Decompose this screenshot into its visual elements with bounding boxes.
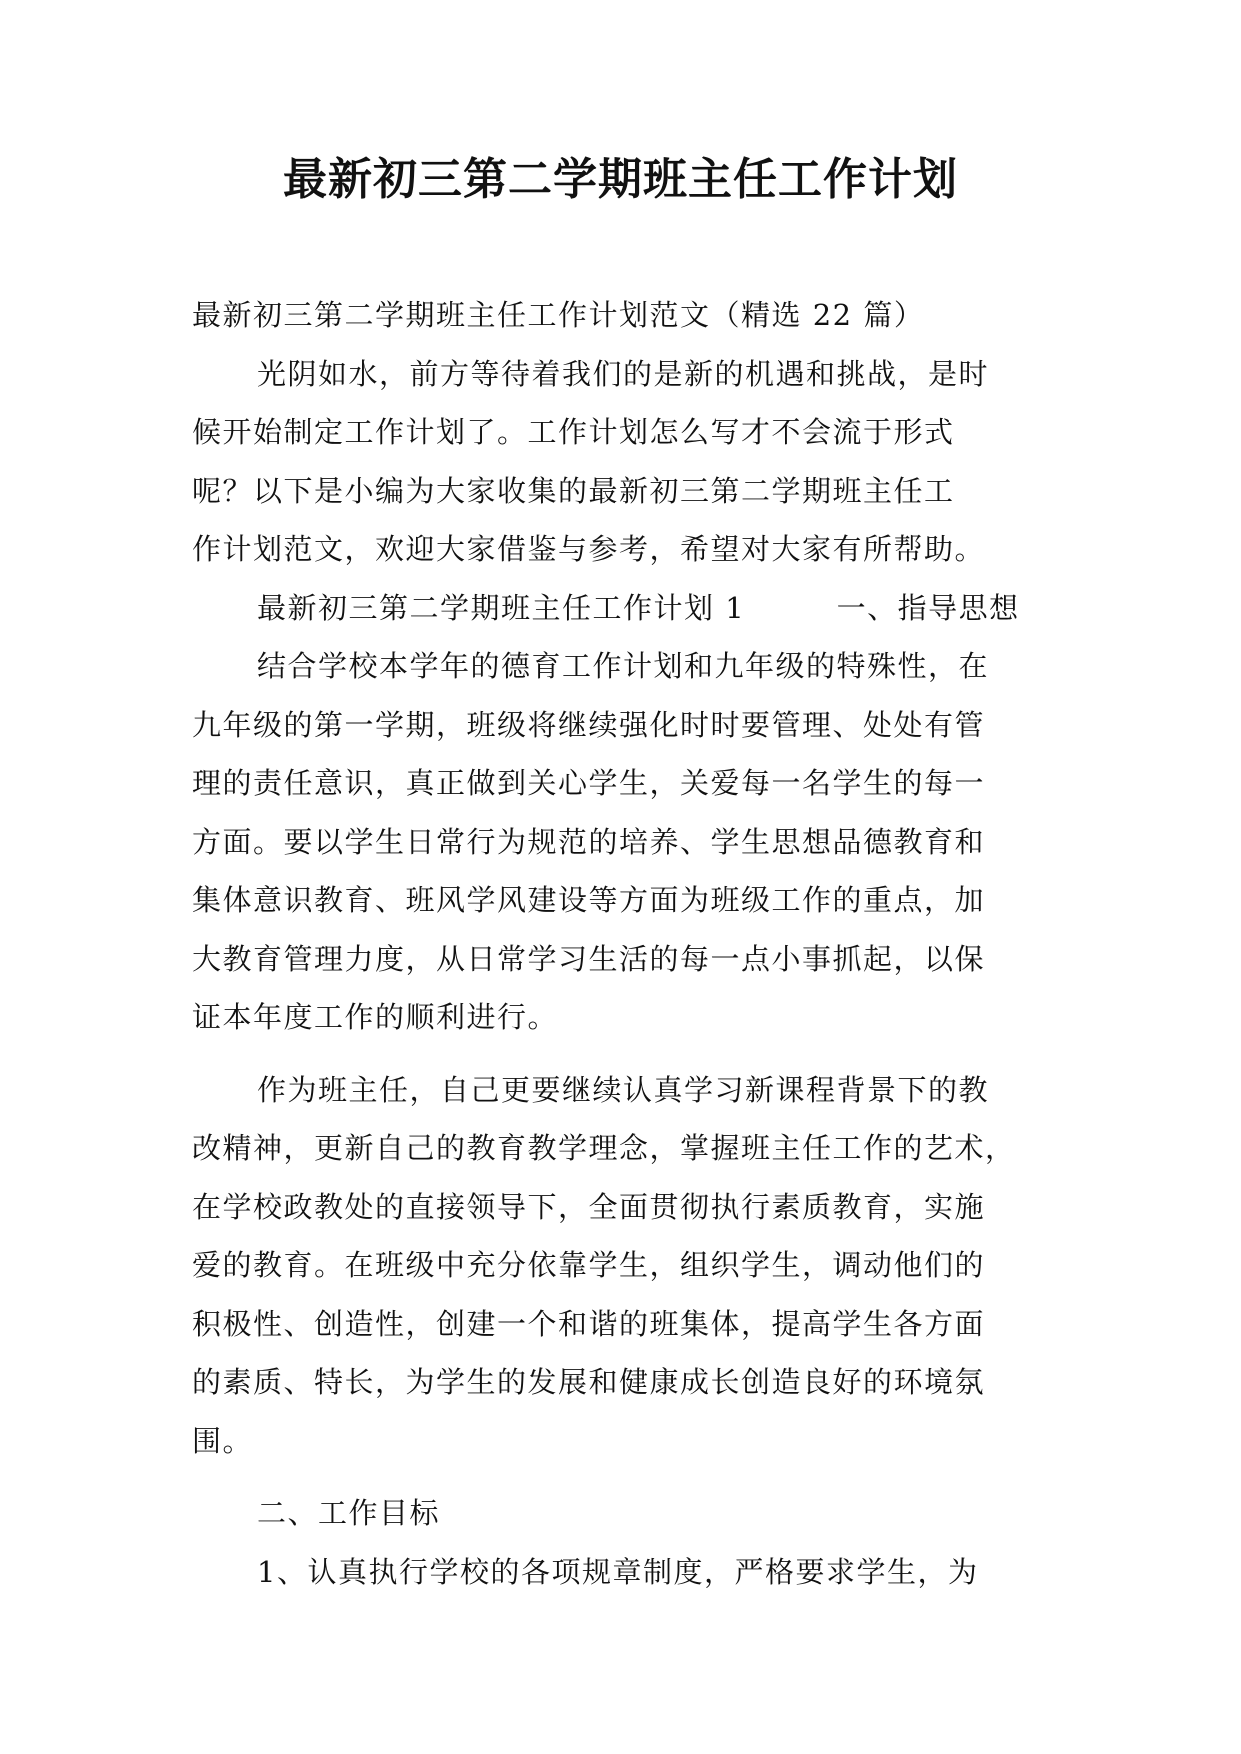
paragraph-line: 呢？以下是小编为大家收集的最新初三第二学期班主任工 (192, 473, 955, 508)
document-title: 最新初三第二学期班主任工作计划 (283, 154, 958, 205)
paragraph-line: 九年级的第一学期，班级将继续强化时时要管理、处处有管 (192, 707, 986, 742)
document-body (192, 286, 1050, 1601)
section-heading-line: 二、工作目标 (257, 1496, 441, 1530)
paragraph-line: 的素质、特长，为学生的发展和健康成长创造良好的环境氛 (192, 1365, 986, 1399)
paragraph-line: 积极性、创造性，创建一个和谐的班集体，提高学生各方面 (192, 1306, 986, 1341)
paragraph-line: 方面。要以学生日常行为规范的培养、学生思想品德教育和 (192, 824, 986, 859)
paragraph-line: 作计划范文，欢迎大家借鉴与参考，希望对大家有所帮助。 (192, 532, 986, 566)
paragraph-line: 理的责任意识，真正做到关心学生，关爱每一名学生的每一 (192, 766, 986, 800)
paragraph-line: 结合学校本学年的德育工作计划和九年级的特殊性，在 (257, 649, 990, 683)
paragraph-line: 改精神，更新自己的教育教学理念，掌握班主任工作的艺术， (192, 1131, 1016, 1165)
paragraph-line: 光阴如水，前方等待着我们的是新的机遇和挑战，是时 (257, 356, 990, 391)
subtitle-line: 最新初三第二学期班主任工作计划范文（精选 22 篇） (192, 298, 925, 332)
paragraph-line: 候开始制定工作计划了。工作计划怎么写才不会流于形式 (192, 415, 955, 449)
paragraph-line: 作为班主任，自己更要继续认真学习新课程背景下的教 (257, 1072, 990, 1107)
paragraph-line: 证本年度工作的顺利进行。 (192, 1000, 559, 1034)
paragraph-line: 爱的教育。在班级中充分依靠学生，组织学生，调动他们的 (192, 1248, 986, 1282)
paragraph-line: 大教育管理力度，从日常学习生活的每一点小事抓起，以保 (192, 941, 986, 976)
paragraph-line: 1、认真执行学校的各项规章制度，严格要求学生，为 (257, 1554, 979, 1589)
paragraph-line: 集体意识教育、班风学风建设等方面为班级工作的重点，加 (192, 883, 986, 917)
section-heading-line: 最新初三第二学期班主任工作计划 1 一、指导思想 (257, 590, 1020, 625)
paragraph-line: 围。 (192, 1423, 254, 1458)
paragraph-line: 在学校政教处的直接领导下，全面贯彻执行素质教育，实施 (192, 1189, 986, 1224)
